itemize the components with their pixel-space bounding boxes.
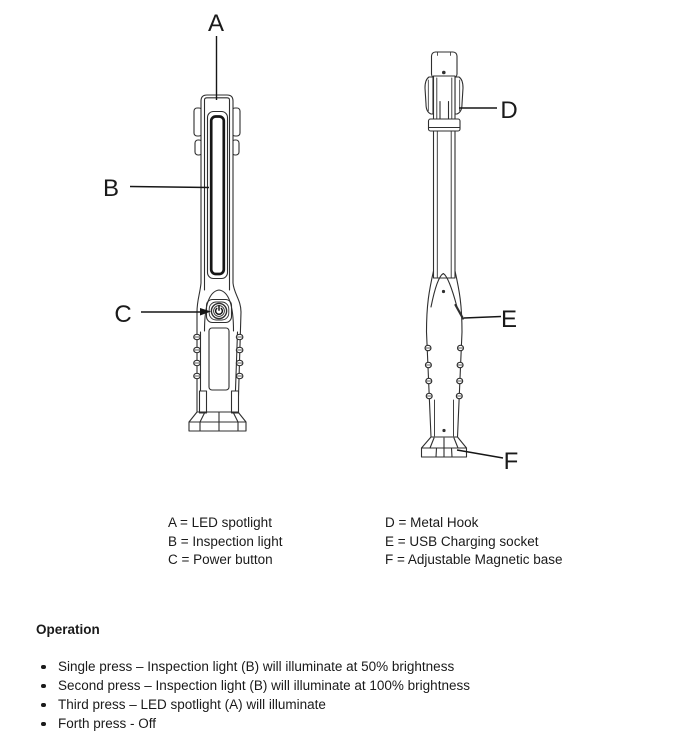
- grip-handle-side: [427, 271, 464, 437]
- operation-bullet-3: Third press – LED spotlight (A) will illuminate: [58, 695, 666, 714]
- label-d: D: [500, 97, 518, 124]
- operation-list: [36, 657, 666, 733]
- legend-entry-a: A = LED spotlight: [168, 515, 272, 530]
- legend-column-right: [385, 514, 562, 570]
- legend-entry-d: D = Metal Hook: [385, 515, 479, 530]
- hook-pivot-dot: [442, 71, 446, 75]
- handle-dot-top: [442, 290, 445, 293]
- operation-section: [36, 620, 666, 733]
- legend-entry-e: E = USB Charging socket: [385, 533, 539, 549]
- leader-e: [464, 317, 501, 319]
- legend-entry-c: C = Power button: [168, 552, 273, 568]
- metal-hook: [429, 52, 461, 131]
- lamp-stem: [434, 131, 456, 278]
- front-view-drawing: [189, 95, 246, 431]
- parts-legend: [168, 514, 562, 570]
- grip-bumps-side: [425, 345, 464, 398]
- label-f: F: [503, 448, 519, 475]
- operation-bullet-4: Forth press - Off: [58, 714, 666, 733]
- side-view-drawing: [422, 52, 467, 457]
- leader-b: [130, 187, 209, 188]
- label-c: C: [114, 301, 132, 328]
- label-b: B: [102, 175, 120, 202]
- operation-bullet-1: Single press – Inspection light (B) will illuminate at 50% brightness: [58, 657, 666, 676]
- legend-entry-f: F = Adjustable Magnetic base: [385, 552, 563, 568]
- magnetic-base-side: [422, 400, 467, 457]
- label-e: E: [500, 306, 518, 333]
- hook-collar: [429, 119, 461, 131]
- label-a: A: [207, 10, 225, 37]
- operation-heading: Operation: [36, 622, 100, 637]
- base-dot: [442, 429, 445, 432]
- legend-column-left: [168, 514, 385, 570]
- operation-bullet-2: Second press – Inspection light (B) will illuminate at 100% brightness: [58, 676, 666, 695]
- legend-entry-b: B = Inspection light: [168, 533, 283, 549]
